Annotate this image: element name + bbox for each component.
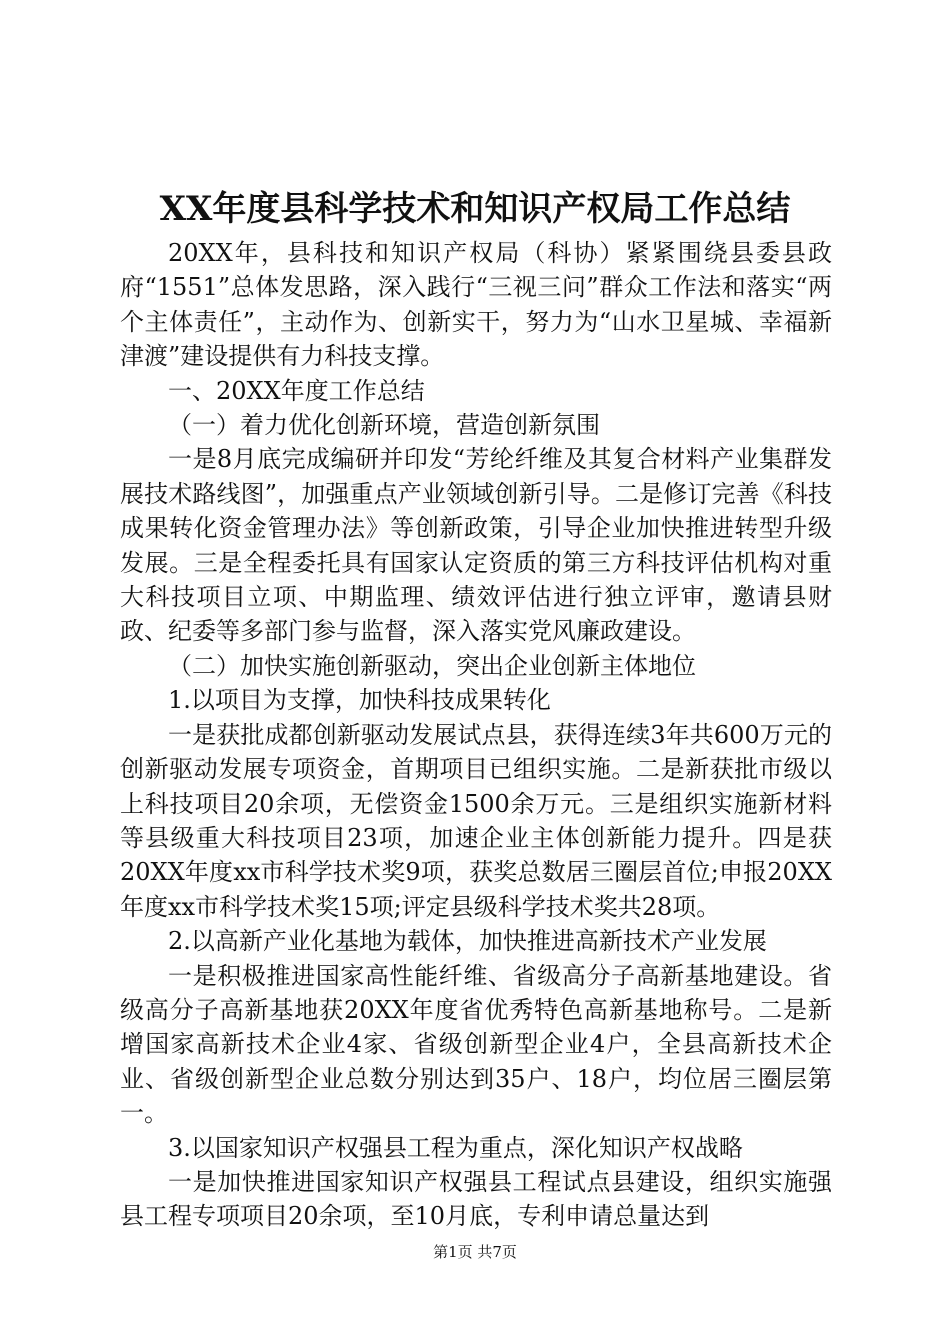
paragraph-ip: 一是加快推进国家知识产权强县工程试点县建设，组织实施强县工程专项项目20余项，至10月底，专利申请总量达到	[120, 1167, 832, 1231]
document-title: XX年度县科学技术和知识产权局工作总结	[159, 189, 791, 229]
paragraph-environment: 一是8月底完成编研并印发“芳纶纤维及其复合材料产业集群发展技术路线图”，加强重点产业领域创新引导。二是修订完善《科技成果转化资金管理办法》等创新政策，引导企业加快推进转型升级发展。三是全程委托具有国家认定资质的第三方科技评估机构对重大科技项目立项、中期监理、绩效评估进行独立评审，邀请县财政、纪委等多部门参与监督，深入落实党风廉政建设。	[120, 445, 832, 646]
paragraph-projects: 一是获批成都创新驱动发展试点县，获得连续3年共600万元的创新驱动发展专项资金，首期项目已组织实施。二是新获批市级以上科技项目20余项，无偿资金1500余万元。三是组织实施新材料等县级重大科技项目23项，加速企业主体创新能力提升。四是获20XX年度xx市科学技术奖9项，获奖总数居三圈层首位;申报20XX年度xx市科学技术奖15项;评定县级科学技术奖共28项。	[120, 720, 832, 921]
subsection-heading-1: （一）着力优化创新环境，营造创新氛围	[168, 411, 600, 440]
paragraph-intro: 20XX年，县科技和知识产权局（科协）紧紧围绕县委县政府“1551”总体发思路，深入践行“三视三问”群众工作法和落实“两个主体责任”，主动作为、创新实干，努力为“山水卫星城、幸福新津渡”建设提供有力科技支撑。	[120, 239, 832, 371]
subsection-heading-2: （二）加快实施创新驱动，突出企业创新主体地位	[168, 651, 696, 680]
page-footer: 第1页 共7页	[433, 1243, 517, 1261]
item-heading-1: 1.以项目为支撑，加快科技成果转化	[168, 686, 551, 715]
section-heading-1: 一、20XX年度工作总结	[168, 376, 425, 405]
item-heading-3: 3.以国家知识产权强县工程为重点，深化知识产权战略	[168, 1133, 743, 1162]
paragraph-hightech: 一是积极推进国家高性能纤维、省级高分子高新基地建设。省级高分子高新基地获20XX年度省优秀特色高新基地称号。二是新增国家高新技术企业4家、省级创新型企业4户，全县高新技术企业、省级创新型企业总数分别达到35户、18户，均位居三圈层第一。	[120, 961, 832, 1128]
document-body	[120, 236, 832, 1234]
item-heading-2: 2.以高新产业化基地为载体，加快推进高新技术产业发展	[168, 927, 767, 956]
